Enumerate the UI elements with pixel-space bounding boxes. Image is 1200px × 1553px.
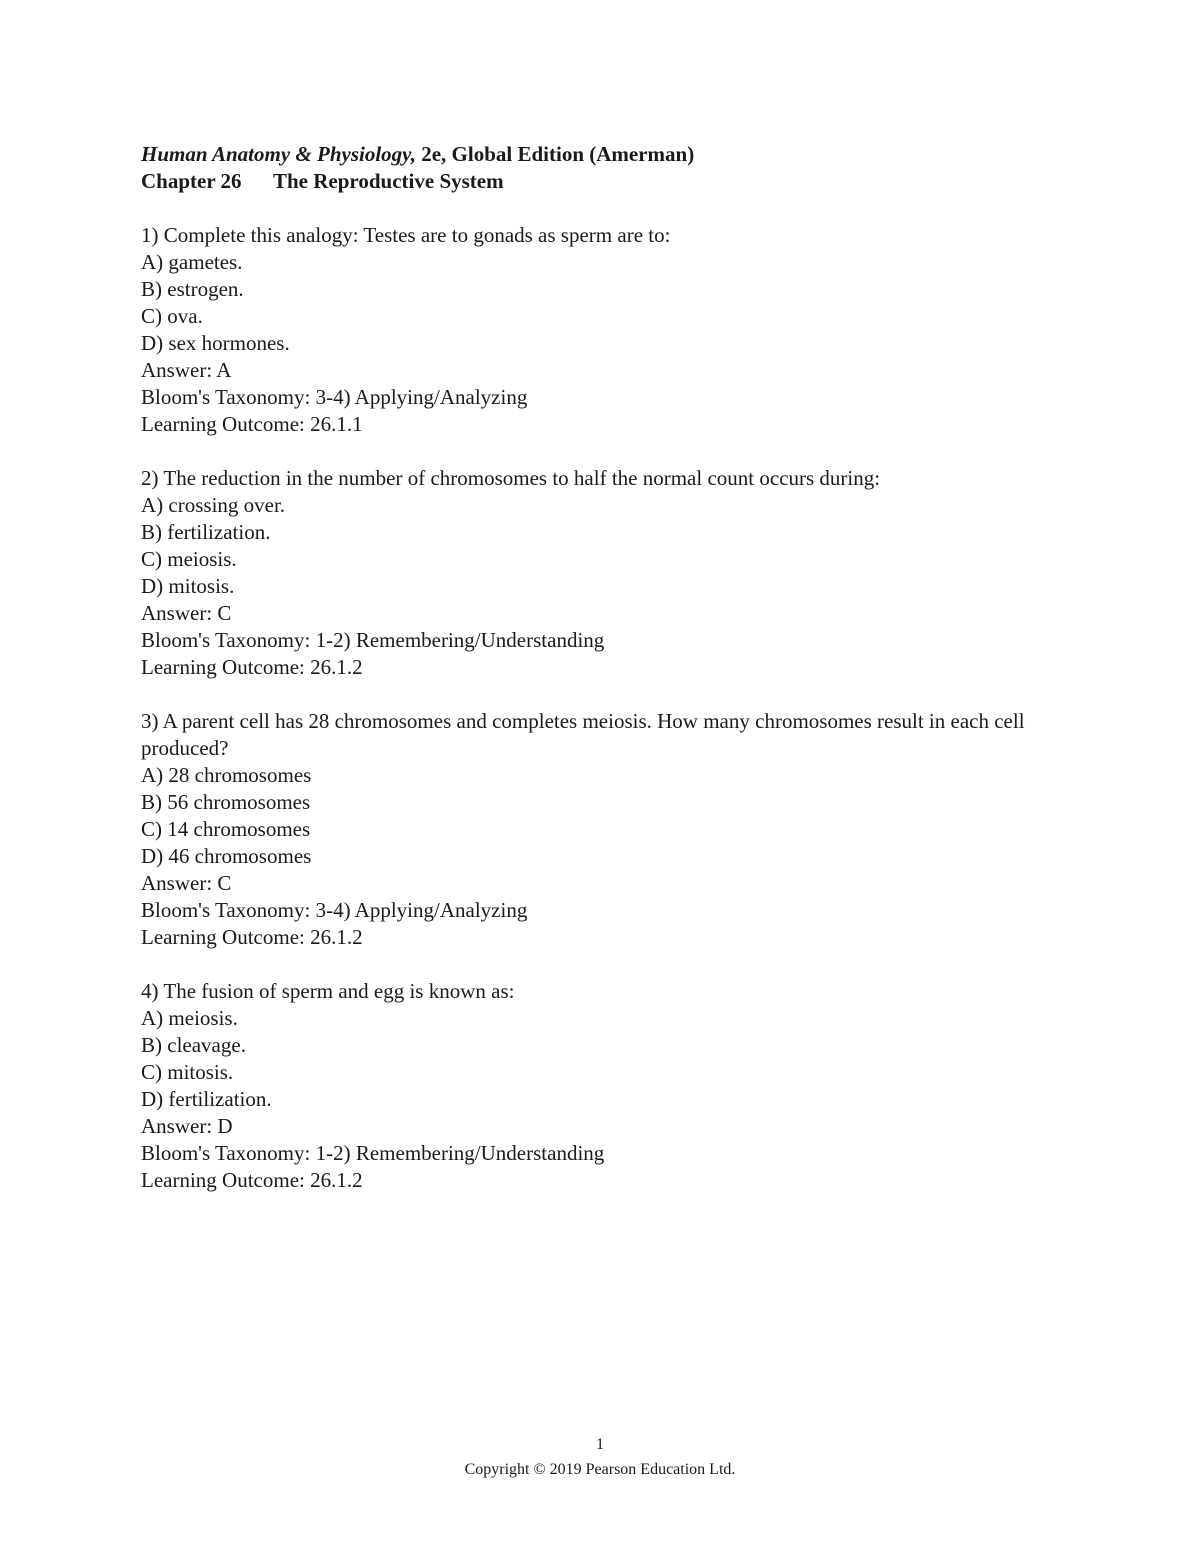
answer: Answer: C bbox=[141, 601, 232, 625]
question-stem: 4) The fusion of sperm and egg is known as: bbox=[141, 979, 515, 1003]
chapter-heading bbox=[141, 168, 1061, 195]
book-title-rest: 2e, Global Edition (Amerman) bbox=[415, 142, 695, 166]
answer: Answer: A bbox=[141, 358, 232, 382]
option-a: A) 28 chromosomes bbox=[141, 763, 312, 787]
learning-outcome: Learning Outcome: 26.1.2 bbox=[141, 1168, 363, 1192]
question-1 bbox=[141, 222, 1061, 438]
question-4 bbox=[141, 978, 1061, 1194]
option-c: C) 14 chromosomes bbox=[141, 817, 311, 841]
learning-outcome: Learning Outcome: 26.1.2 bbox=[141, 655, 363, 679]
option-d: D) mitosis. bbox=[141, 574, 235, 598]
page-content bbox=[141, 141, 1061, 1221]
copyright-notice: Copyright © 2019 Pearson Education Ltd. bbox=[464, 1461, 736, 1478]
chapter-title: The Reproductive System bbox=[273, 169, 504, 193]
answer: Answer: D bbox=[141, 1114, 233, 1138]
option-c: C) ova. bbox=[141, 304, 203, 328]
option-b: B) 56 chromosomes bbox=[141, 790, 311, 814]
blooms-taxonomy: Bloom's Taxonomy: 3-4) Applying/Analyzing bbox=[141, 898, 528, 922]
question-3 bbox=[141, 708, 1061, 951]
question-stem: 1) Complete this analogy: Testes are to gonads as sperm are to: bbox=[141, 223, 671, 247]
option-c: C) meiosis. bbox=[141, 547, 237, 571]
page-number: 1 bbox=[596, 1436, 604, 1453]
option-a: A) crossing over. bbox=[141, 493, 286, 517]
option-d: D) sex hormones. bbox=[141, 331, 290, 355]
blooms-taxonomy: Bloom's Taxonomy: 1-2) Remembering/Understanding bbox=[141, 1141, 605, 1165]
blooms-taxonomy: Bloom's Taxonomy: 3-4) Applying/Analyzing bbox=[141, 385, 528, 409]
question-stem: 3) A parent cell has 28 chromosomes and completes meiosis. How many chromosomes result in each cell produced? bbox=[141, 709, 1025, 760]
option-d: D) fertilization. bbox=[141, 1087, 272, 1111]
option-c: C) mitosis. bbox=[141, 1060, 234, 1084]
option-b: B) cleavage. bbox=[141, 1033, 246, 1057]
option-a: A) meiosis. bbox=[141, 1006, 238, 1030]
spacer bbox=[141, 195, 1061, 222]
option-b: B) estrogen. bbox=[141, 277, 244, 301]
question-stem: 2) The reduction in the number of chromosomes to half the normal count occurs during: bbox=[141, 466, 881, 490]
book-title-italic: Human Anatomy & Physiology, bbox=[141, 142, 416, 166]
blooms-taxonomy: Bloom's Taxonomy: 1-2) Remembering/Understanding bbox=[141, 628, 605, 652]
option-b: B) fertilization. bbox=[141, 520, 271, 544]
book-title bbox=[141, 141, 1061, 168]
option-d: D) 46 chromosomes bbox=[141, 844, 312, 868]
learning-outcome: Learning Outcome: 26.1.2 bbox=[141, 925, 363, 949]
question-2 bbox=[141, 465, 1061, 681]
chapter-number: Chapter 26 bbox=[141, 169, 242, 193]
answer: Answer: C bbox=[141, 871, 232, 895]
option-a: A) gametes. bbox=[141, 250, 243, 274]
learning-outcome: Learning Outcome: 26.1.1 bbox=[141, 412, 363, 436]
